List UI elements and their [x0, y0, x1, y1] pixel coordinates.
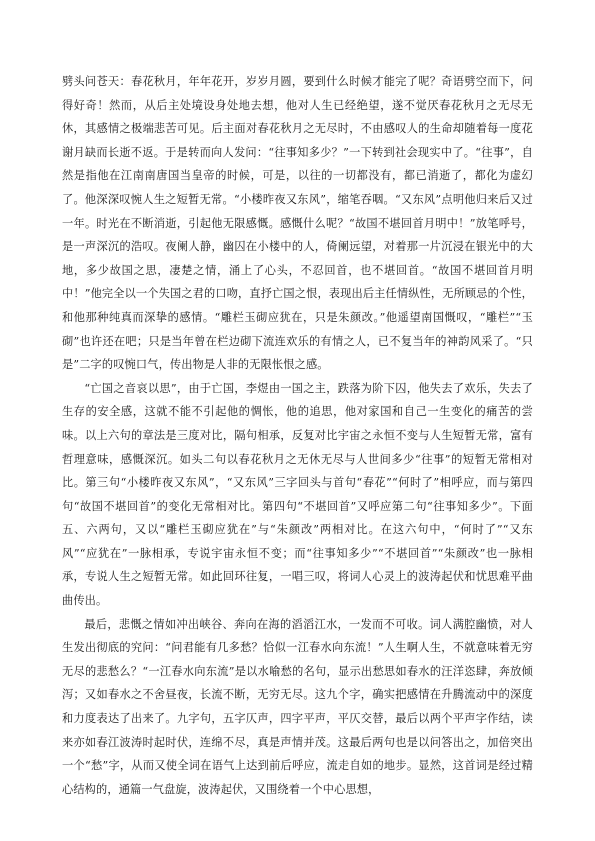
paragraph-3: 最后，悲慨之情如冲出峡谷、奔向在海的滔滔江水，一发而不可收。词人满腔幽愤，对人生发出彻底的究问：“问君能有几多愁？恰似一江春水向东流！”人生啊人生，不就意味着无穷无尽的悲愁么？“一江春水向东流”是以水喻愁的名句，显示出愁思如春水的汪洋恣肆，奔放倾泻；又如春水之不舍昼夜，长流不断，无穷无尽。这九个字，确实把感情在升腾流动中的深度和力度表达了出来了。九字句，五字仄声，四字平声，平仄交替，最后以两个平声字作结，读来亦如春江波涛时起时伏，连绵不尽，真是声情并茂。这最后两句也是以问答出之，加倍突出 一个“愁”字，从而又使全词在语气上达到前后呼应，流走自如的地步。显然，这首词是经过精心结构的，通篇一气盘旋，波涛起伏，又围绕着一个中心思想，: [62, 617, 533, 796]
paragraph-2: “亡国之音哀以思”，由于亡国，李煜由一国之主，跌落为阶下囚，他失去了欢乐，失去了生存的安全感，这就不能不引起他的惆怅，他的追思，他对家国和自己一生变化的痛苦的尝味。以上六句的章法是三度对比，隔句相承，反复对比宇宙之永恒不变与人生短暂无常，富有哲理意味，感慨深沉。如头二句以春花秋月之无休无尽与人世间多少“往事”的短暂无常相对比。第三句“小楼昨夜又东风”，“又东风”三字回头与首句“春花”“何时了”相呼应，而与第四句“故国不堪回首”的变化无常相对比。第四句“不堪回首”又呼应第二句“往事知多少”。下面五、六两句，又以“雕栏玉砌应犹在”与“朱颜改”两相对比。在这六句中，“何时了”“又东风”“应犹在”一脉相承，专说宇宙永恒不变；而“往事知多少”“不堪回首”“朱颜改”也一脉相承，专说人生之短暂无常。如此回环往复，一唱三叹，将词人心灵上的波涛起伏和忧思难平曲曲传出。: [62, 381, 533, 608]
paragraph-1: 劈头问苍天：春花秋月，年年花开，岁岁月圆，要到什么时候才能完了呢？奇语劈空而下，问得好奇！然而，从后主处境设身处地去想，他对人生已经绝望，遂不觉厌春花秋月之无尽无休，其感情之极端悲苦可见。后主面对春花秋月之无尽时，不由感叹人的生命却随着每一度花谢月缺而长逝不返。于是转而向人发问：“往事知多少？”一下转到社会现实中了。“往事”，自然是指他在江南南唐国当皇帝的时候，可是，以往的一切都没有，都已消逝了，都化为虚幻了。他深深叹惋人生之短暂无常。“小楼昨夜又东风”，缩笔吞咽。“又东风”点明他归来后又过一年。时光在不断消逝，引起他无限感慨。感慨什么呢？“故国不堪回首月明中！”放笔呼号，是一声深沉的浩叹。夜阑人静，幽囚在小楼中的人，倚阑远望，对着那一片沉浸在银光中的大地，多少故国之思，凄楚之情，涌上了心头，不忍回首，也不堪回首。“故国不堪回首月明中！”他完全以一个失国之君的口吻，直抒亡国之恨，表现出后主任情纵性，无所顾忌的个性，和他那种纯真而深挚的感情。“雕栏玉砌应犹在，只是朱颜改。”他遥望南国慨叹，“雕栏”“玉砌”也许还在吧；只是当年曾在栏边砌下流连欢乐的有情之人，已不复当年的神韵风采了。“只是”二字的叹惋口气，传出物是人非的无限怅恨之感。: [62, 75, 533, 372]
